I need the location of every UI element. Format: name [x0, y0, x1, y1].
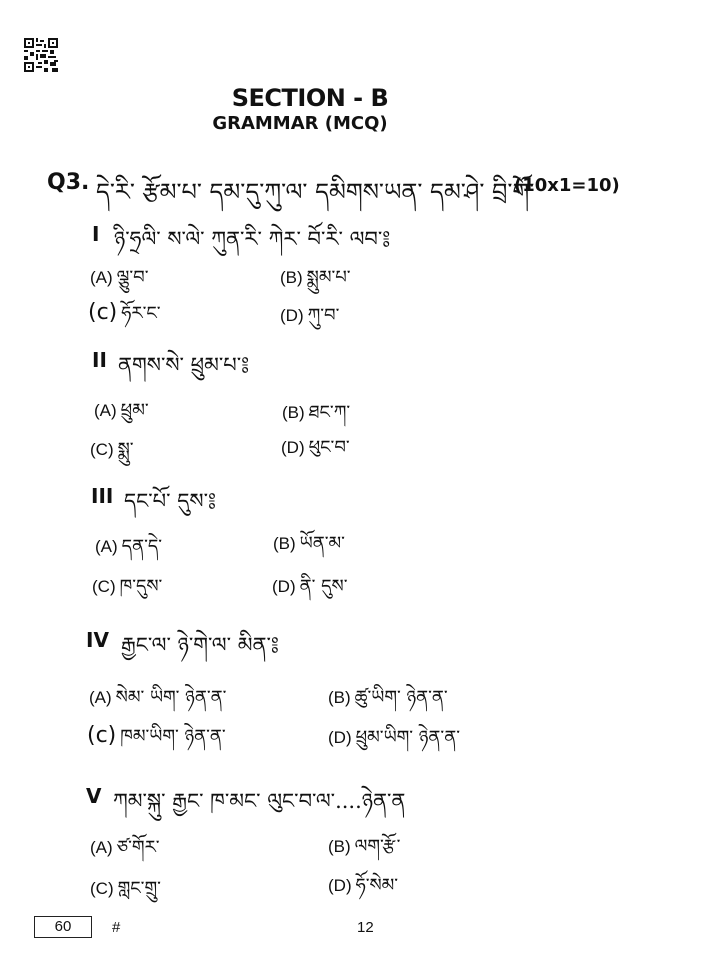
option-label: (C): [90, 879, 114, 898]
option-text: སྨུ་: [117, 439, 134, 460]
option-text: ཁམ་ཡིག་ ཉེན་ན་: [120, 726, 226, 747]
option-d: [272, 567, 347, 617]
option-label: (A): [95, 537, 118, 556]
question-marks: (10x1=10): [514, 175, 620, 196]
option-text: སྨུམ་པ་: [306, 267, 351, 288]
option-label: (D): [328, 728, 352, 747]
option-label: (B): [273, 534, 296, 553]
option-d: [281, 428, 350, 478]
item-number: II: [92, 348, 107, 372]
option-text: ཐང་ཀ་: [308, 402, 351, 423]
question-text: དེ་རི་ རྩོམ་པ་ དམ་དུ་ཀུ་ལ་ དམིགས་ཡན་ དམ་ཤེ་ བྲི་གོ་: [96, 178, 535, 206]
option-label: (B): [282, 403, 305, 422]
option-text: ཙ་གོར་: [116, 837, 160, 858]
item-stem: ཀམ་སྐུ་ རྒྱང་ ཁ་མང་ ལུང་བ་ལ་....ཉེན་ན: [113, 789, 406, 813]
item-number: IV: [86, 628, 109, 652]
option-text: ཕུང་བ་: [308, 437, 350, 458]
option-text: ནི་ དུས་: [299, 576, 348, 597]
option-text: གླང་གྲུ་: [117, 878, 161, 899]
item-number: V: [86, 784, 102, 808]
option-label: (B): [328, 688, 351, 707]
option-label: (A): [89, 688, 112, 707]
option-d: [328, 718, 460, 768]
option-label: (B): [280, 268, 303, 287]
option-c: [88, 294, 161, 344]
option-label: (C): [92, 577, 116, 596]
item-stem: ཉི་ཧྲལི་ ས་ལེ་ ཀུན་རི་ ཀེར་ བོ་རི་ ལབ་༔: [114, 227, 391, 251]
item-stem: དང་པོ་ དུས་༔: [124, 489, 216, 513]
section-title: SECTION - B: [231, 84, 389, 112]
item-stem: ནགས་སེ་ ཕྲུམ་པ་༔: [118, 353, 250, 377]
item-number: I: [92, 222, 100, 246]
option-text: ཕྲུམ་: [120, 400, 149, 421]
option-text: ཡོན་མ་: [299, 533, 345, 554]
option-c: [87, 717, 226, 767]
option-label: (A): [90, 268, 113, 287]
option-label: (A): [90, 838, 113, 857]
option-text: ཚུ་ཡིག་ ཉེན་ན་: [354, 687, 448, 708]
option-text: ཁ་དུས་: [119, 576, 163, 597]
option-c: [90, 430, 134, 480]
option-label: (c): [87, 723, 117, 748]
option-c: [92, 567, 162, 617]
option-d: [280, 296, 339, 346]
page-code-box: 60: [34, 916, 92, 938]
option-text: སེམ་ ཡིག་ ཉེན་ན་: [115, 687, 227, 708]
page-number: 12: [357, 919, 374, 936]
section-subtitle: GRAMMAR (MCQ): [212, 113, 388, 134]
option-text: ཧོ་སེམ་: [355, 875, 399, 896]
question-number: Q3.: [47, 170, 90, 195]
option-label: (D): [328, 876, 352, 895]
option-text: ཀུ་བ་: [307, 305, 340, 326]
option-text: ཧོར་ང་: [121, 303, 161, 324]
qr-code: [24, 38, 58, 72]
option-label: (D): [272, 577, 296, 596]
option-label: (D): [280, 306, 304, 325]
option-label: (C): [90, 440, 114, 459]
option-text: དན་དེ་: [121, 536, 163, 557]
option-d: [328, 866, 398, 916]
option-label: (D): [281, 438, 305, 457]
option-text: ལྕུ་བ་: [116, 267, 149, 288]
item-stem: རྒྱང་ལ་ ཉེ་གེ་ལ་ མིན་༔: [121, 633, 279, 657]
item-number: III: [91, 484, 114, 508]
option-text: ཕྲུམ་ཡིག་ ཉེན་ན་: [355, 727, 460, 748]
option-label: (c): [88, 300, 118, 325]
option-label: (A): [94, 401, 117, 420]
option-label: (B): [328, 837, 351, 856]
hash-mark: #: [112, 919, 121, 936]
option-c: [90, 869, 161, 919]
option-text: ལག་རྩོ་: [354, 836, 401, 857]
